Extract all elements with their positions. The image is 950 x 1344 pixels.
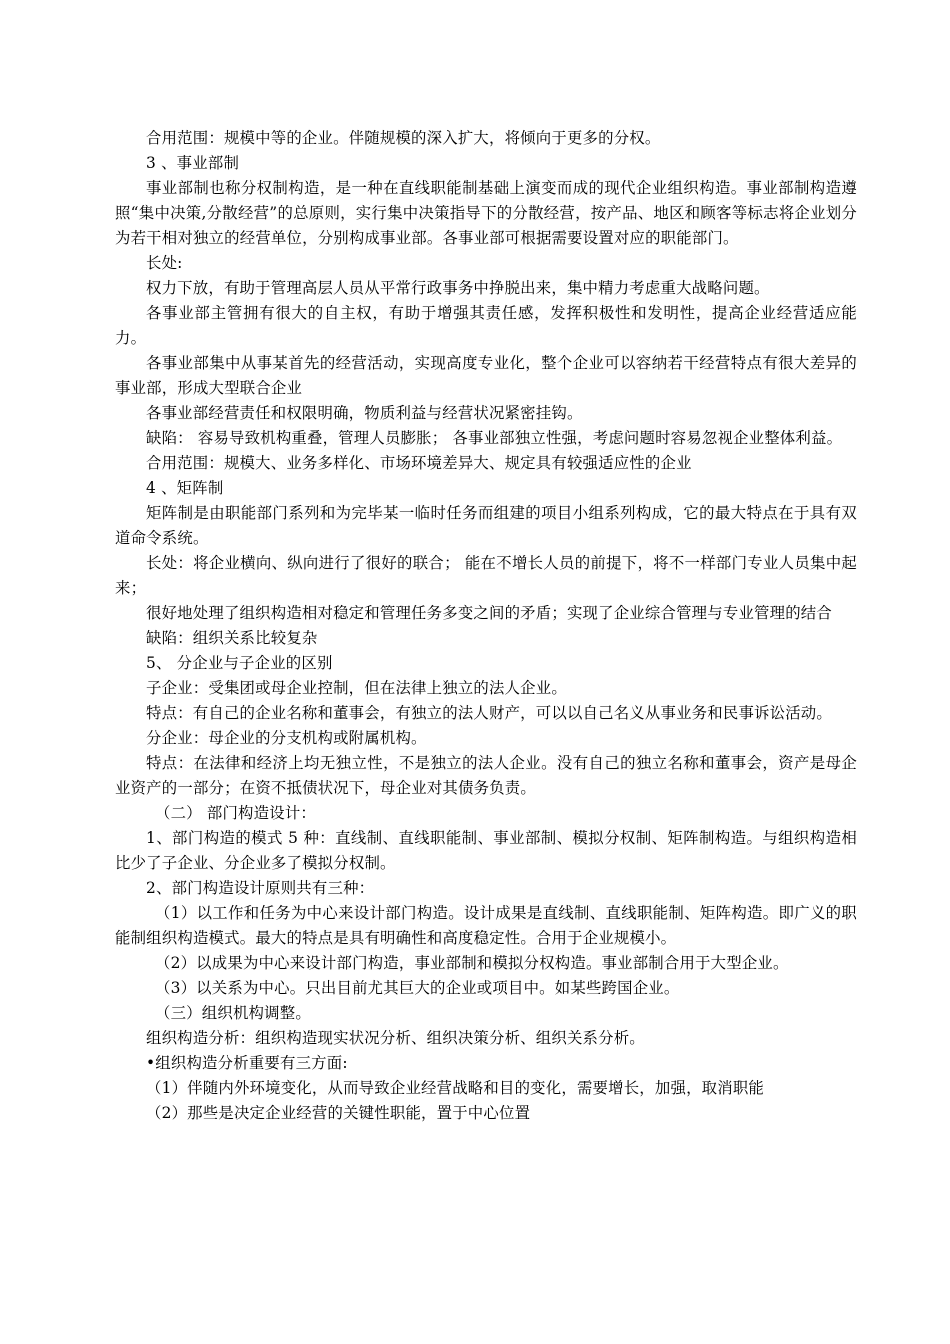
advantage-decentralization: 权力下放，有助于管理高层人员从平常行政事务中挣脱出来，集中精力考虑重大战略问题。 [146,279,770,297]
divisional-disadvantages: 缺陷： 容易导致机构重叠，管理人员膨胀； 各事业部独立性强，考虑问题时容易忽视企业整体利益。 [146,429,843,447]
structure-analysis-paragraph: 组织构造分析：组织构造现实状况分析、组织决策分析、组织关系分析。 [146,1029,645,1047]
divisional-definition-paragraph: 事业部制也称分权制构造，是一种在直线职能制基础上演变而成的现代企业组织构造。事业部制构造遵照“集中决策,分散经营”的总原则，实行集中决策指导下的分散经营，按产品、地区和顾客等标志将企业划分为若干相对独立的经营单位，分别构成事业部。各事业部可根据需要设置对应的职能部门。 [115,179,857,247]
matrix-disadvantages: 缺陷：组织关系比较复杂 [146,629,318,647]
subsidiary-definition: 子企业：受集团或母企业控制，但在法律上独立的法人企业。 [146,679,567,697]
department-modes-paragraph: 1、部门构造的模式 5 种：直线制、直线职能制、事业部制、模拟分权制、矩阵制构造。与组织构造相比少了子企业、分企业多了模拟分权制。 [115,829,857,872]
design-principles-heading: 2、部门构造设计原则共有三种： [146,879,375,897]
subsidiary-features: 特点：有自己的企业名称和董事会，有独立的法人财产，可以以自己名义从事业务和民事诉讼活动。 [146,704,832,722]
advantages-label: 长处: [146,254,183,272]
section-3-heading: 3 、事业部制 [146,154,240,172]
advantage-autonomy: 各事业部主管拥有很大的自主权，有助于增强其责任感，发挥积极性和发明性，提高企业经营适应能力。 [115,304,857,347]
scope-large-paragraph: 合用范围：规模大、业务多样化、市场环境差异大、规定具有较强适应性的企业 [146,454,692,472]
advantage-responsibility: 各事业部经营责任和权限明确，物质利益与经营状况紧密挂钩。 [146,404,583,422]
document-body [115,126,857,1126]
principle-3-paragraph: （3）以关系为中心。只出目前尤其巨大的企业或项目中。如某些跨国企业。 [155,979,680,997]
matrix-definition-paragraph: 矩阵制是由职能部门系列和为完毕某一临时任务而组建的项目小组系列构成，它的最大特点在于具有双道命令系统。 [115,504,857,547]
branch-features: 特点：在法律和经济上均无独立性，不是独立的法人企业。没有自己的独立名称和董事会，资产是母企业资产的一部分；在资不抵债状况下，母企业对其债务负责。 [115,754,857,797]
section-4-heading: 4 、矩阵制 [146,479,224,497]
part-3-heading: （三）组织机构调整。 [155,1004,311,1022]
analysis-aspects-bullet: •组织构造分析重要有三方面: [146,1054,348,1072]
scope-medium-paragraph: 合用范围：规模中等的企业。伴随规模的深入扩大，将倾向于更多的分权。 [146,129,661,147]
branch-definition: 分企业：母企业的分支机构或附属机构。 [146,729,427,747]
matrix-advantages: 长处：将企业横向、纵向进行了很好的联合； 能在不增长人员的前提下，将不一样部门专业人员集中起来； [115,554,857,597]
principle-2-paragraph: （2）以成果为中心来设计部门构造，事业部制和模拟分权构造。事业部制合用于大型企业。 [155,954,789,972]
aspect-1-paragraph: （1）伴随内外环境变化，从而导致企业经营战略和目的变化，需要增长，加强，取消职能 [146,1079,765,1097]
principle-1-paragraph: （1）以工作和任务为中心来设计部门构造。设计成果是直线制、直线职能制、矩阵构造。即广义的职能制组织构造模式。最大的特点是具有明确性和高度稳定性。合用于企业规模小。 [115,904,857,947]
matrix-advantages-cont: 很好地处理了组织构造相对稳定和管理任务多变之间的矛盾；实现了企业综合管理与专业管理的结合 [146,604,832,622]
advantage-specialization: 各事业部集中从事某首先的经营活动，实现高度专业化，整个企业可以容纳若干经营特点有很大差异的事业部，形成大型联合企业 [115,354,857,397]
aspect-2-paragraph: （2）那些是决定企业经营的关键性职能，置于中心位置 [146,1104,531,1122]
part-2-heading: （二） 部门构造设计： [155,804,316,822]
section-5-heading: 5、 分企业与子企业的区别 [146,654,333,672]
